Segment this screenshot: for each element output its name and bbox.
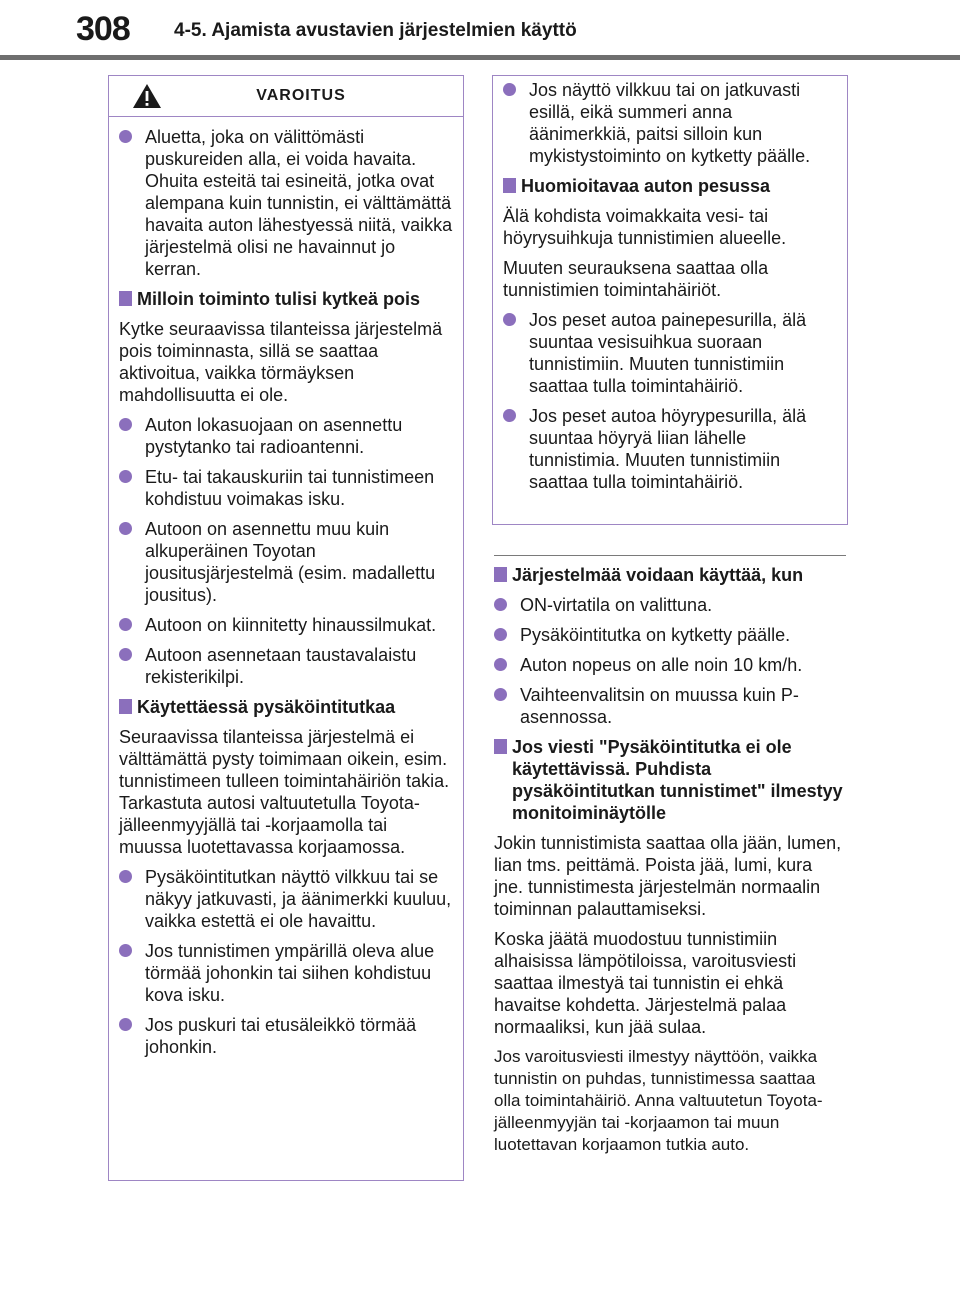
bullet-item <box>119 518 453 606</box>
heading-square-icon <box>119 291 132 306</box>
section-heading <box>119 696 453 718</box>
heading-square-icon <box>494 739 507 754</box>
bullet-dot-icon <box>119 470 132 483</box>
item-text: Käytettäessä pysäköintitutkaa <box>137 697 396 717</box>
bullet-dot-icon <box>494 688 507 701</box>
item-text: Kytke seuraavissa tilanteissa järjestelmä pois toiminnasta, sillä se saattaa aktivoitua, vaikka törmäyksen mahdollisuutta ei ole. <box>119 319 443 405</box>
bullet-item <box>119 466 453 510</box>
bullet-item <box>119 940 453 1006</box>
item-text: Järjestelmää voidaan käyttää, kun <box>512 565 804 585</box>
item-text: Jos peset autoa painepesurilla, älä suuntaa vesisuihkua suoraan tunnistimiin. Muuten tunnistimiin saattaa tulla toimintahäiriö. <box>529 310 807 396</box>
item-text: Etu- tai takauskuriin tai tunnistimeen kohdistuu voimakas isku. <box>145 467 435 509</box>
item-text: Jos puskuri tai etusäleikkö törmää johonkin. <box>145 1015 417 1057</box>
paragraph <box>503 257 837 301</box>
bullet-item <box>494 594 846 616</box>
bullet-dot-icon <box>119 944 132 957</box>
bullet-dot-icon <box>503 409 516 422</box>
item-text: Milloin toiminto tulisi kytkeä pois <box>137 289 421 309</box>
bullet-dot-icon <box>119 418 132 431</box>
heading-square-icon <box>119 699 132 714</box>
item-text: Vaihteenvalitsin on muussa kuin P-asennossa. <box>520 685 799 727</box>
item-text: ON-virtatila on valittuna. <box>520 595 713 615</box>
warning-box-title <box>109 76 463 117</box>
item-text: Jos näyttö vilkkuu tai on jatkuvasti esillä, eikä summeri anna äänimerkkiä, paitsi silloin kun mykistystoiminto on kytketty päälle. <box>529 80 811 166</box>
item-text: Jokin tunnistimista saattaa olla jään, lumen, lian tms. peittämä. Poista jää, lumi, kura jne. tunnistimesta järjestelmän normaalin toiminnan palauttamiseksi. <box>494 833 842 919</box>
bullet-dot-icon <box>503 83 516 96</box>
bullet-item <box>503 309 837 397</box>
bullet-dot-icon <box>119 130 132 143</box>
chapter-title: 4-5. Ajamista avustavien järjestelmien käyttö <box>174 20 577 41</box>
bullet-dot-icon <box>494 628 507 641</box>
section-heading <box>119 288 453 310</box>
warning-box-body <box>109 117 463 1058</box>
bullet-item <box>503 405 837 493</box>
item-text: Seuraavissa tilanteissa järjestelmä ei välttämättä pysty toimimaan oikein, esim. tunnistimeen tulleen toimintahäiriön takia. Tarkastuta autosi valtuutetulla Toyota-jälleenmyyjällä tai -korjaamolla tai muussa luotettavassa korjaamossa. <box>119 727 450 857</box>
item-text: Auton nopeus on alle noin 10 km/h. <box>520 655 803 675</box>
heading-square-icon <box>503 178 516 193</box>
bullet-dot-icon <box>119 648 132 661</box>
bullet-item <box>119 866 453 932</box>
warning-box-title-text: VAROITUS <box>256 87 346 104</box>
section-heading <box>494 736 846 824</box>
paragraph <box>119 318 453 406</box>
item-text: Pysäköintitutkan näyttö vilkkuu tai se näkyy jatkuvasti, ja äänimerkki kuuluu, vaikka estettä ei ole havaittu. <box>145 867 452 931</box>
bullet-dot-icon <box>119 1018 132 1031</box>
page-header <box>0 0 960 60</box>
warning-box <box>108 75 464 1181</box>
bullet-dot-icon <box>119 618 132 631</box>
item-text: Muuten seurauksena saattaa olla tunnistimien toimintahäiriöt. <box>503 258 769 300</box>
bullet-item <box>119 1014 453 1058</box>
header-rule <box>0 55 960 60</box>
bullet-item <box>119 126 453 280</box>
paragraph <box>503 205 837 249</box>
bullet-item <box>119 644 453 688</box>
bullet-item <box>494 684 846 728</box>
warning-box-continued <box>492 75 848 525</box>
item-text: Aluetta, joka on välittömästi puskureiden alla, ei voida havaita. Ohuita esteitä tai esineitä, jotka ovat alempana kuin tunnistin, ei välttämättä havaita auton lähestyessä niitä, vaikka järjestelmä olisi ne havainnut jo kerran. <box>145 127 453 279</box>
bullet-dot-icon <box>119 870 132 883</box>
item-text: Huomioitavaa auton pesussa <box>521 176 771 196</box>
main-items <box>494 564 846 1156</box>
section-divider <box>494 555 846 556</box>
item-text: Jos varoitusviesti ilmestyy näyttöön, vaikka tunnistin on puhdas, tunnistimessa saattaa olla toimintahäiriö. Anna valtuutetun Toyota-jälleenmyyjän tai -korjaamon tai muun luotettavan korjaamon tutkia auto. <box>494 1047 823 1154</box>
bullet-dot-icon <box>503 313 516 326</box>
bullet-item <box>119 614 453 636</box>
item-text: Autoon on kiinnitetty hinaussilmukat. <box>145 615 437 635</box>
bullet-item <box>503 79 837 167</box>
page-number: 308 <box>76 10 130 48</box>
item-text: Autoon asennetaan taustavalaistu rekisterikilpi. <box>145 645 417 687</box>
paragraph <box>119 726 453 858</box>
bullet-item <box>119 414 453 458</box>
paragraph <box>494 832 846 920</box>
item-text: Auton lokasuojaan on asennettu pystytanko tai radioantenni. <box>145 415 403 457</box>
section-heading <box>503 175 837 197</box>
bullet-dot-icon <box>494 598 507 611</box>
item-text: Koska jäätä muodostuu tunnistimiin alhaisissa lämpötiloissa, varoitusviesti saattaa ilmestyä tai tunnistin ei ehkä havaitse kohdetta. Järjestelmä palaa normaaliksi, kun jää sulaa. <box>494 929 797 1037</box>
warning-box-continued-body <box>493 76 847 493</box>
paragraph <box>494 1046 846 1156</box>
bullet-dot-icon <box>494 658 507 671</box>
item-text: Jos tunnistimen ympärillä oleva alue törmää johonkin tai siihen kohdistuu kova isku. <box>145 941 435 1005</box>
bullet-item <box>494 624 846 646</box>
item-text: Älä kohdista voimakkaita vesi- tai höyrysuihkuja tunnistimien alueelle. <box>503 206 787 248</box>
item-text: Jos peset autoa höyrypesurilla, älä suuntaa höyryä liian lähelle tunnistimia. Muuten tunnistimiin saattaa tulla toimintahäiriö. <box>529 406 807 492</box>
item-text: Autoon on asennettu muu kuin alkuperäinen Toyotan jousitusjärjestelmä (esim. madallettu jousitus). <box>145 519 436 605</box>
bullet-item <box>494 654 846 676</box>
section-heading <box>494 564 846 586</box>
bullet-dot-icon <box>119 522 132 535</box>
paragraph <box>494 928 846 1038</box>
item-text: Jos viesti "Pysäköintitutka ei ole käytettävissä. Puhdista pysäköintitutkan tunnistimet" ilmestyy monitoiminäytölle <box>512 737 843 823</box>
heading-square-icon <box>494 567 507 582</box>
main-column <box>494 555 846 1164</box>
item-text: Pysäköintitutka on kytketty päälle. <box>520 625 791 645</box>
